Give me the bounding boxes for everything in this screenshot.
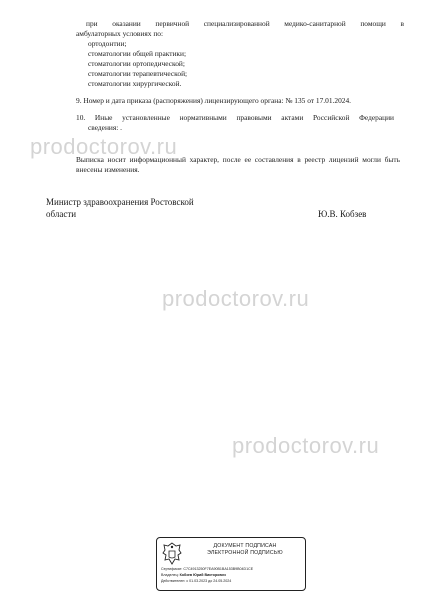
stamp-title xyxy=(187,543,303,557)
specialty-item: стоматологии хирургической. xyxy=(88,79,182,88)
watermark-bottom: prodoctorov.ru xyxy=(232,433,380,458)
specialty-item: ортодонтии; xyxy=(88,39,127,48)
signatory-position-line-1: Министр здравоохранения Ростовской xyxy=(46,197,194,207)
item-10-line-2: сведения: . xyxy=(88,123,123,132)
watermark-top: prodoctorov.ru xyxy=(30,134,178,159)
stamp-title-line-1: ДОКУМЕНТ ПОДПИСАН xyxy=(213,543,277,549)
intro-line-1: при оказании первичной специализированной медико-санитарной помощи в xyxy=(86,19,404,28)
stamp-certificate-label: Сертификат: xyxy=(161,567,183,571)
signatory-position-line-2: области xyxy=(46,209,77,219)
item-9-order-number: 9. Номер и дата приказа (распоряжения) лицензирующего органа: № 135 от 17.01.2024. xyxy=(76,96,352,105)
item-10-line-1: 10. Иные установленные нормативными правовыми актами Российской Федерации xyxy=(76,113,394,122)
signatory-name: Ю.В. Кобзев xyxy=(318,209,367,219)
notice-line-2: внесены изменения. xyxy=(76,165,140,174)
stamp-owner-label: Владелец: xyxy=(161,573,179,577)
specialty-item: стоматологии терапевтической; xyxy=(88,69,188,78)
stamp-certificate xyxy=(161,567,253,571)
stamp-title-line-2: ЭЛЕКТРОННОЙ ПОДПИСЬЮ xyxy=(207,550,283,556)
stamp-certificate-value: C7C4913250F7EA90B1BA153B9B04D1CE xyxy=(183,567,254,571)
specialty-item: стоматологии ортопедической; xyxy=(88,59,185,68)
electronic-signature-stamp xyxy=(156,537,306,591)
stamp-validity-value: с 01.03.2023 до 24.05.2024 xyxy=(186,579,232,583)
stamp-owner xyxy=(161,573,226,577)
stamp-validity xyxy=(161,579,231,583)
coat-of-arms-icon xyxy=(161,541,183,567)
stamp-owner-value: Кобзев Юрий Викторович xyxy=(179,573,226,577)
stamp-validity-label: Действителен: xyxy=(161,579,186,583)
specialty-item: стоматологии общей практики; xyxy=(88,49,187,58)
intro-line-2: амбулаторных условиях по: xyxy=(76,29,164,38)
notice-line-1: Выписка носит информационный характер, после ее составления в реестр лицензий могли быть xyxy=(76,155,400,164)
watermark-middle: prodoctorov.ru xyxy=(162,286,310,311)
